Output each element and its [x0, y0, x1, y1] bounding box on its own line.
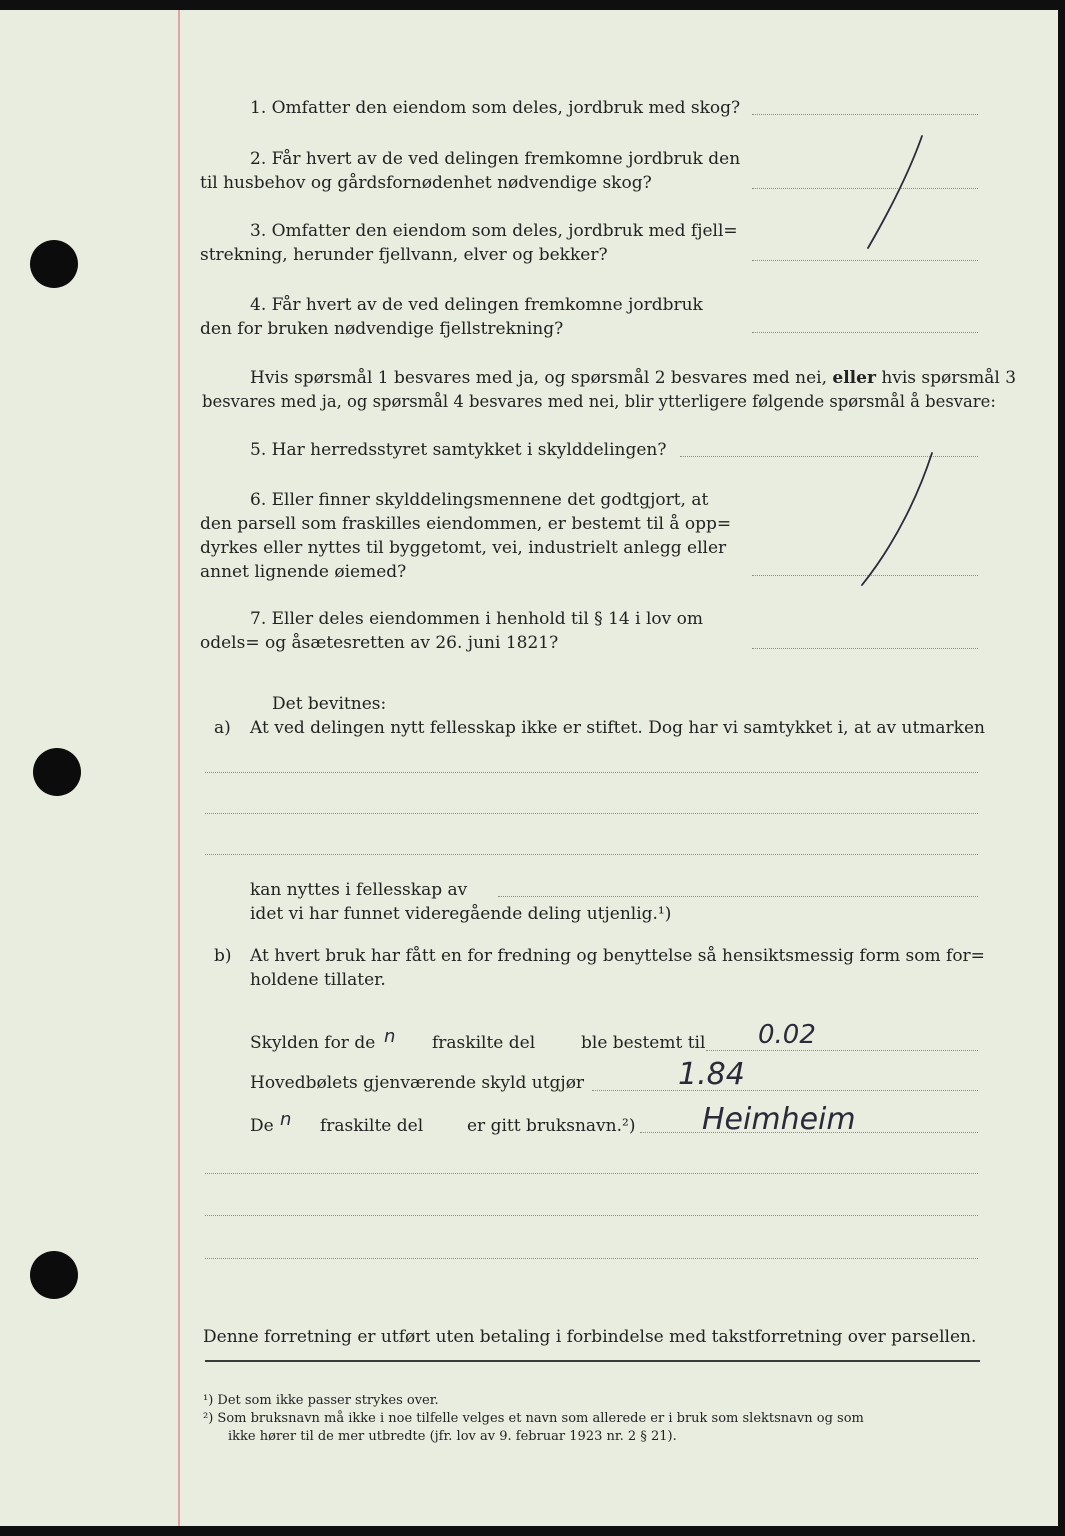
- question-5: 5. Har herredsstyret samtykket i skylddelingen?: [250, 440, 667, 460]
- blank-line-b1: [205, 1173, 978, 1174]
- question-6-line-1: 6. Eller finner skylddelingsmennene det godtgjort, at: [250, 490, 709, 510]
- footnote-1: ¹) Det som ikke passer strykes over.: [203, 1393, 439, 1408]
- hoved-value: 1.84: [678, 1057, 745, 1092]
- document-page: [0, 10, 1058, 1526]
- skyld-label-2: fraskilte del: [432, 1033, 536, 1053]
- blank-line-b3: [205, 1258, 978, 1259]
- certification-heading: Det bevitnes:: [272, 694, 387, 714]
- question-6-line-4: annet lignende øiemed?: [200, 562, 407, 582]
- condition-bold: eller: [832, 368, 876, 388]
- navn-label-1: De: [250, 1116, 274, 1136]
- question-4-line-2: den for bruken nødvendige fjellstrekning?: [200, 319, 564, 339]
- skyld-line: [706, 1050, 978, 1051]
- question-6-line-3: dyrkes eller nyttes til byggetomt, vei, industrielt anlegg eller: [200, 538, 727, 558]
- item-a-label: a): [214, 718, 231, 738]
- punch-hole-middle: [33, 748, 81, 796]
- skyld-label-3: ble bestemt til: [581, 1033, 706, 1053]
- navn-label-3: er gitt bruksnavn.²): [467, 1116, 636, 1136]
- skyld-hand-suffix: n: [384, 1026, 396, 1047]
- item-a-text: At ved delingen nytt fellesskap ikke er stiftet. Dog har vi samtykket i, at av utmarken: [250, 718, 985, 738]
- answer-line-7: [752, 648, 978, 649]
- handwritten-stroke-1: [840, 130, 940, 270]
- condition-part-2: hvis spørsmål 3: [881, 368, 1017, 388]
- skyld-value: 0.02: [758, 1020, 816, 1050]
- question-6-line-2: den parsell som fraskilles eiendommen, er bestemt til å opp=: [200, 514, 732, 534]
- question-7-line-2: odels= og åsætesretten av 26. juni 1821?: [200, 633, 559, 653]
- footer-rule: [205, 1360, 980, 1362]
- question-4-line-1: 4. Får hvert av de ved delingen fremkomne jordbruk: [250, 295, 703, 315]
- answer-line-4: [752, 332, 978, 333]
- question-3-line-1: 3. Omfatter den eiendom som deles, jordbruk med fjell=: [250, 221, 738, 241]
- condition-part-1: Hvis spørsmål 1 besvares med ja, og spørsmål 2 besvares med nei,: [250, 368, 827, 388]
- item-b-text-1: At hvert bruk har fått en for fredning og benyttelse så hensiktsmessig form som for=: [250, 946, 985, 966]
- footnote-2-line-1: ²) Som bruksnavn må ikke i noe tilfelle velges et navn som allerede er i bruk som slektsnavn og som: [203, 1411, 864, 1426]
- navn-label-2: fraskilte del: [320, 1116, 424, 1136]
- answer-line-1: [752, 114, 978, 115]
- margin-line: [178, 10, 180, 1526]
- hoved-label: Hovedbølets gjenværende skyld utgjør: [250, 1073, 585, 1093]
- navn-value: Heimheim: [702, 1102, 856, 1137]
- common-use-line: [498, 896, 978, 897]
- skyld-label-1: Skylden for de: [250, 1033, 376, 1053]
- hoved-line: [592, 1090, 978, 1091]
- question-2-line-2: til husbehov og gårdsfornødenhet nødvendige skog?: [200, 173, 652, 193]
- footer-statement: Denne forretning er utført uten betaling i forbindelse med takstforretning over parsellen.: [203, 1327, 977, 1347]
- condition-line-2: besvares med ja, og spørsmål 4 besvares med nei, blir ytterligere følgende spørsmål å besvare:: [202, 392, 996, 411]
- question-2-line-1: 2. Får hvert av de ved delingen fremkomne jordbruk den: [250, 149, 741, 169]
- footnote-2-line-2: ikke hører til de mer utbredte (jfr. lov av 9. februar 1923 nr. 2 § 21).: [228, 1429, 677, 1444]
- question-1: 1. Omfatter den eiendom som deles, jordbruk med skog?: [250, 98, 741, 118]
- item-b-label: b): [214, 946, 232, 966]
- navn-hand-suffix: n: [280, 1109, 292, 1130]
- question-7-line-1: 7. Eller deles eiendommen i henhold til § 14 i lov om: [250, 609, 703, 629]
- blank-line-a2: [205, 813, 978, 814]
- blank-line-b2: [205, 1215, 978, 1216]
- blank-line-a1: [205, 772, 978, 773]
- common-use-reason: idet vi har funnet videregående deling utjenlig.¹): [250, 904, 672, 924]
- blank-line-a3: [205, 854, 978, 855]
- item-b-text-2: holdene tillater.: [250, 970, 386, 990]
- common-use-label: kan nyttes i fellesskap av: [250, 880, 468, 900]
- handwritten-stroke-2: [840, 445, 950, 595]
- punch-hole-top: [30, 240, 78, 288]
- question-3-line-2: strekning, herunder fjellvann, elver og bekker?: [200, 245, 608, 265]
- punch-hole-bottom: [30, 1251, 78, 1299]
- condition-line-1: [202, 366, 1017, 390]
